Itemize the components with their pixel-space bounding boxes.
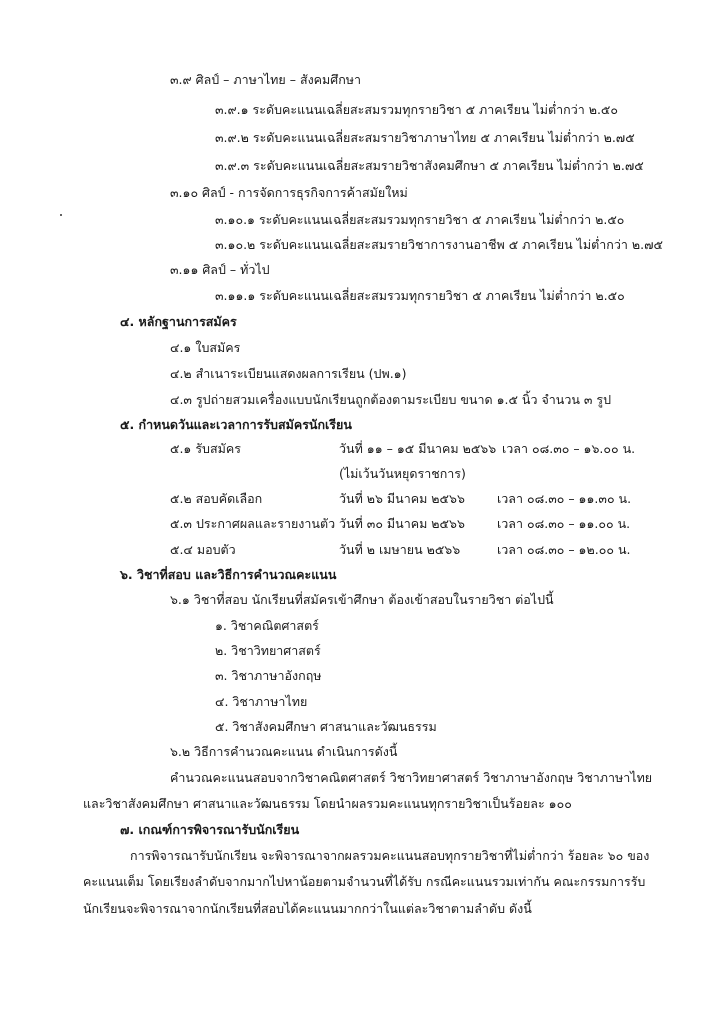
section-4-3: ๔.๓ รูปถ่ายสวมเครื่องแบบนักเรียนถูกต้องตามระเบียบ ขนาด ๑.๕ นิ้ว จำนวน ๓ รูป bbox=[170, 392, 612, 407]
schedule-note: (ไม่เว้นวันหยุดราชการ) bbox=[339, 466, 466, 481]
subject-4: ๔. วิชาภาษาไทย bbox=[215, 694, 308, 709]
section-3-9-2: ๓.๙.๒ ระดับคะแนนเฉลี่ยสะสมรายวิชาภาษาไทย ๕ ภาคเรียน ไม่ต่ำกว่า ๒.๗๕ bbox=[215, 130, 635, 145]
section-5-heading: ๕. กำหนดวันและเวลาการรับสมัครนักเรียน bbox=[120, 417, 352, 432]
calc-paragraph-line-1: คำนวณคะแนนสอบจากวิชาคณิตศาสตร์ วิชาวิทยาศาสตร์ วิชาภาษาอังกฤษ วิชาภาษาไทย bbox=[170, 770, 653, 785]
section-3-9-1: ๓.๙.๑ ระดับคะแนนเฉลี่ยสะสมรวมทุกรายวิชา ๕ ภาคเรียน ไม่ต่ำกว่า ๒.๕๐ bbox=[215, 102, 619, 117]
subject-3: ๓. วิชาภาษาอังกฤษ bbox=[215, 668, 322, 683]
schedule-label-3: ๕.๓ ประกาศผลและรายงานตัว bbox=[170, 516, 336, 531]
section-3-10-1: ๓.๑๐.๑ ระดับคะแนนเฉลี่ยสะสมรวมทุกรายวิชา ๕ ภาคเรียน ไม่ต่ำกว่า ๒.๕๐ bbox=[215, 212, 625, 227]
subject-1: ๑. วิชาคณิตศาสตร์ bbox=[215, 618, 319, 633]
criteria-line-2: คะแนนเต็ม โดยเรียงลำดับจากมากไปหาน้อยตามจำนวนที่ได้รับ กรณีคะแนนรวมเท่ากัน คณะกรรมการรับ bbox=[83, 874, 646, 889]
schedule-time-2: เวลา ๐๘.๓๐ – ๑๑.๓๐ น. bbox=[497, 491, 632, 506]
subject-5: ๕. วิชาสังคมศึกษา ศาสนาและวัฒนธรรม bbox=[215, 719, 437, 734]
scan-speck bbox=[60, 214, 62, 216]
section-6-1-intro: ๖.๑ วิชาที่สอบ นักเรียนที่สมัครเข้าศึกษา ต้องเข้าสอบในรายวิชา ต่อไปนี้ bbox=[170, 592, 554, 607]
schedule-date-4: วันที่ ๒ เมษายน ๒๕๖๖ bbox=[339, 542, 461, 557]
schedule-label-2: ๕.๒ สอบคัดเลือก bbox=[170, 491, 263, 506]
section-6-heading: ๖. วิชาที่สอบ และวิธีการคำนวณคะแนน bbox=[120, 567, 337, 582]
section-7-heading: ๗. เกณฑ์การพิจารณารับนักเรียน bbox=[120, 822, 300, 837]
section-4-1: ๔.๑ ใบสมัคร bbox=[170, 340, 241, 355]
criteria-line-1: การพิจารณารับนักเรียน จะพิจารณาจากผลรวมคะแนนสอบทุกรายวิชาที่ไม่ต่ำกว่า ร้อยละ ๖๐ ของ bbox=[130, 848, 650, 863]
section-3-9-title: ๓.๙ ศิลป์ – ภาษาไทย – สังคมศึกษา bbox=[170, 72, 362, 87]
section-4-heading: ๔. หลักฐานการสมัคร bbox=[120, 314, 237, 329]
calc-paragraph-line-2: และวิชาสังคมศึกษา ศาสนาและวัฒนธรรม โดยนำผลรวมคะแนนทุกรายวิชาเป็นร้อยละ ๑๐๐ bbox=[83, 796, 572, 811]
section-6-2-title: ๖.๒ วิธีการคำนวณคะแนน ดำเนินการดังนี้ bbox=[170, 744, 398, 759]
section-4-2: ๔.๒ สำเนาระเบียนแสดงผลการเรียน (ปพ.๑) bbox=[170, 366, 407, 381]
schedule-date-1: วันที่ ๑๑ – ๑๕ มีนาคม ๒๕๖๖ bbox=[339, 441, 497, 456]
section-3-10-2: ๓.๑๐.๒ ระดับคะแนนเฉลี่ยสะสมรายวิชาการงานอาชีพ ๕ ภาคเรียน ไม่ต่ำกว่า ๒.๗๕ bbox=[215, 237, 663, 252]
schedule-date-3: วันที่ ๓๐ มีนาคม ๒๕๖๖ bbox=[339, 516, 465, 531]
schedule-label-1: ๕.๑ รับสมัคร bbox=[170, 441, 241, 456]
schedule-date-2: วันที่ ๒๖ มีนาคม ๒๕๖๖ bbox=[339, 491, 465, 506]
schedule-label-4: ๕.๔ มอบตัว bbox=[170, 542, 236, 557]
schedule-time-1: เวลา ๐๘.๓๐ – ๑๖.๐๐ น. bbox=[502, 441, 636, 456]
subject-2: ๒. วิชาวิทยาศาสตร์ bbox=[215, 643, 321, 658]
schedule-time-4: เวลา ๐๘.๓๐ – ๑๒.๐๐ น. bbox=[497, 542, 631, 557]
criteria-line-3: นักเรียนจะพิจารณาจากนักเรียนที่สอบได้คะแนนมากกว่าในแต่ละวิชาตามลำดับ ดังนี้ bbox=[83, 901, 532, 916]
section-3-10-title: ๓.๑๐ ศิลป์ - การจัดการธุรกิจการค้าสมัยใหม่ bbox=[170, 185, 408, 200]
section-3-9-3: ๓.๙.๓ ระดับคะแนนเฉลี่ยสะสมรายวิชาสังคมศึกษา ๕ ภาคเรียน ไม่ต่ำกว่า ๒.๗๕ bbox=[215, 158, 644, 173]
section-3-11-1: ๓.๑๑.๑ ระดับคะแนนเฉลี่ยสะสมรวมทุกรายวิชา ๕ ภาคเรียน ไม่ต่ำกว่า ๒.๕๐ bbox=[215, 288, 625, 303]
schedule-time-3: เวลา ๐๘.๓๐ – ๑๑.๐๐ น. bbox=[497, 516, 631, 531]
section-3-11-title: ๓.๑๑ ศิลป์ – ทั่วไป bbox=[170, 262, 270, 277]
